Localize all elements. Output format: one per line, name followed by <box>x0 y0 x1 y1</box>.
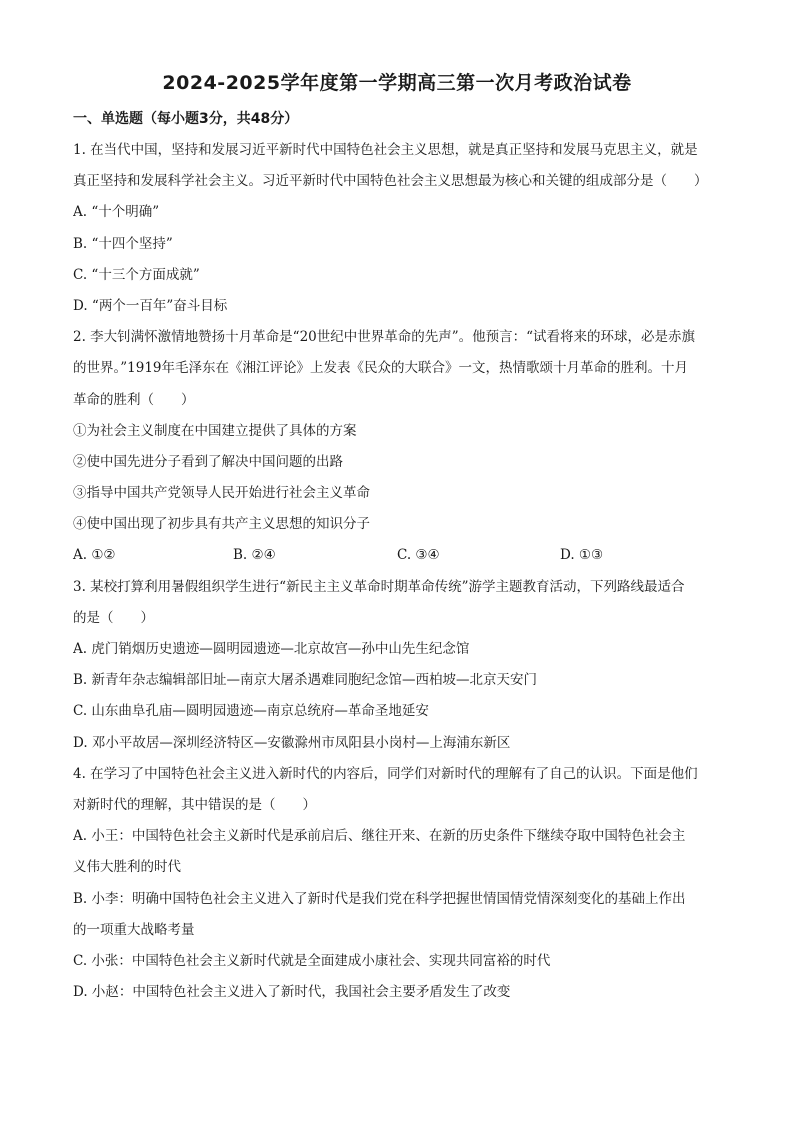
question-4-option-b-line-1[interactable]: B. 小李：明确中国特色社会主义进入了新时代是我们党在科学把握世情国情党情深刻变化的基础上作出 <box>73 890 686 907</box>
question-2-line-1: 2. 李大钊满怀激情地赞扬十月革命是“20世纪中世界革命的先声”。他预言：“试看将来的环球，必是赤旗 <box>73 329 696 346</box>
question-1-line-1: 1. 在当代中国，坚持和发展习近平新时代中国特色社会主义思想，就是真正坚持和发展马克思主义，就是 <box>73 142 698 158</box>
question-4-line-2: 对新时代的理解，其中错误的是（ ） <box>73 796 316 813</box>
question-2-item-4: ④使中国出现了初步具有共产主义思想的知识分子 <box>73 516 370 533</box>
question-2-option-b[interactable]: B. ②④ <box>233 547 276 564</box>
question-2-options <box>73 543 723 574</box>
question-4-option-b-line-2[interactable]: 的一项重大战略考量 <box>73 921 195 938</box>
question-3-line-1: 3. 某校打算利用暑假组织学生进行“新民主主义革命时期革命传统”游学主题教育活动，下列路线最适合 <box>73 578 685 595</box>
question-1 <box>73 138 723 325</box>
question-1-option-a[interactable]: A. “十个明确” <box>73 204 160 221</box>
question-2-option-c[interactable]: C. ③④ <box>397 547 440 564</box>
question-4-option-a-line-2[interactable]: 义伟大胜利的时代 <box>73 859 181 876</box>
question-3-option-d[interactable]: D. 邓小平故居—深圳经济特区—安徽滁州市凤阳县小岗村—上海浦东新区 <box>73 734 511 751</box>
questions <box>73 138 723 1011</box>
question-2-line-2: 的世界。”1919年毛泽东在《湘江评论》上发表《民众的大联合》一文，热情歌颂十月革命的胜利。十月 <box>73 360 689 377</box>
question-4-option-c[interactable]: C. 小张：中国特色社会主义新时代就是全面建成小康社会、实现共同富裕的时代 <box>73 952 551 969</box>
question-3 <box>73 575 723 762</box>
exam-title: 2024-2025学年度第一学期高三第一次月考政治试卷 <box>162 72 632 94</box>
question-1-line-2: 真正坚持和发展科学社会主义。习近平新时代中国特色社会主义思想最为核心和关键的组成部分是（ ） <box>73 173 708 190</box>
question-2-item-1: ①为社会主义制度在中国建立提供了具体的方案 <box>73 422 357 439</box>
question-4-option-d[interactable]: D. 小赵：中国特色社会主义进入了新时代，我国社会主要矛盾发生了改变 <box>73 984 511 1001</box>
question-3-option-c[interactable]: C. 山东曲阜孔庙—圆明园遗迹—南京总统府—革命圣地延安 <box>73 703 429 720</box>
question-4-option-a-line-1[interactable]: A. 小王：中国特色社会主义新时代是承前启后、继往开来、在新的历史条件下继续夺取中国特色社会主 <box>73 828 686 845</box>
question-1-option-b[interactable]: B. “十四个坚持” <box>73 235 173 252</box>
section-heading: 一、单选题（每小题3分，共48分） <box>73 111 299 127</box>
question-1-option-d[interactable]: D. “两个一百年”奋斗目标 <box>73 297 228 314</box>
question-2-option-d[interactable]: D. ①③ <box>560 547 604 564</box>
question-4-line-1: 4. 在学习了中国特色社会主义进入新时代的内容后，同学们对新时代的理解有了自己的认识。下面是他们 <box>73 765 698 782</box>
question-2-option-a[interactable]: A. ①② <box>73 547 116 564</box>
question-3-line-2: 的是（ ） <box>73 609 154 626</box>
question-4 <box>73 762 723 1012</box>
question-1-option-c[interactable]: C. “十三个方面成就” <box>73 266 200 283</box>
question-2-line-3: 革命的胜利（ ） <box>73 391 195 408</box>
question-2-item-2: ②使中国先进分子看到了解决中国问题的出路 <box>73 453 343 470</box>
question-2-item-3: ③指导中国共产党领导人民开始进行社会主义革命 <box>73 485 370 502</box>
question-2 <box>73 325 723 575</box>
question-3-option-b[interactable]: B. 新青年杂志编辑部旧址—南京大屠杀遇难同胞纪念馆—西柏坡—北京天安门 <box>73 672 538 689</box>
question-3-option-a[interactable]: A. 虎门销烟历史遗迹—圆明园遗迹—北京故宫—孙中山先生纪念馆 <box>73 641 470 657</box>
